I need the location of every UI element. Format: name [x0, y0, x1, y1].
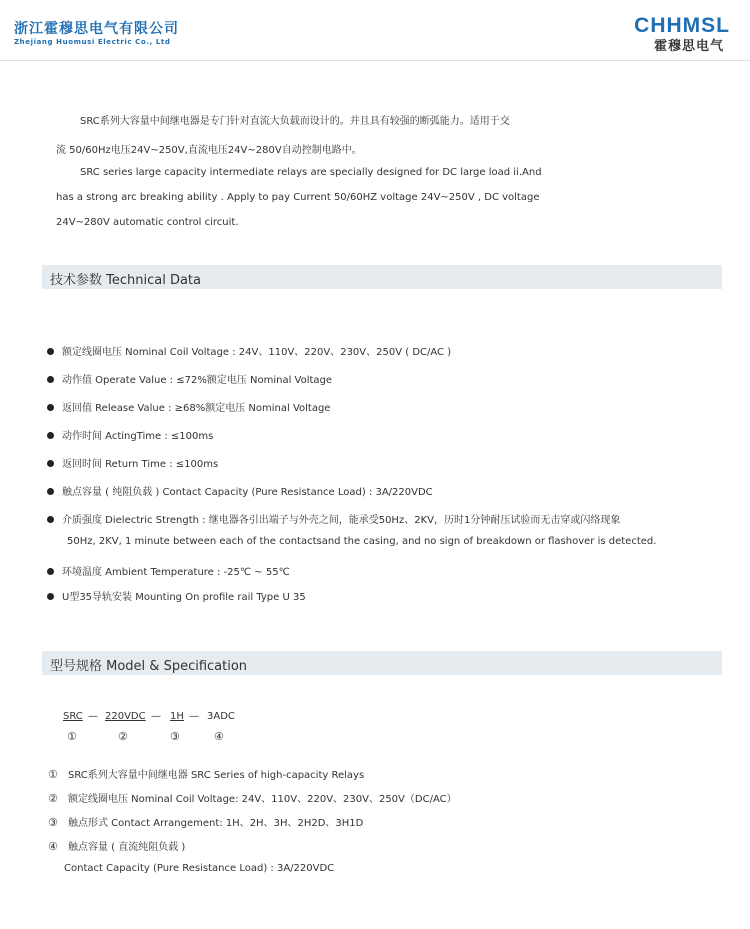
model-section-title: 型号规格 Model & Specification — [50, 659, 248, 674]
bullet-icon — [47, 404, 54, 411]
tech-item-release-value: 返回值 Release Value : ≥68%额定电压 Nominal Voltage — [47, 399, 330, 414]
intro-cn-line-2: 流 50/60Hz电压24V~250V,直流电压24V~280V自动控制电路中。 — [56, 145, 362, 156]
model-dash: — — [189, 711, 199, 722]
model-part-capacity: 3ADC — [207, 711, 235, 722]
bullet-icon — [47, 376, 54, 383]
model-list-item-3: ③ 触点形式 Contact Arrangement: 1H、2H、3H、2H2D、3H1D — [48, 816, 364, 829]
model-list-item-1: ① SRC系列大容量中间继电器 SRC Series of high-capacity Relays — [48, 768, 365, 781]
tech-item-mounting: U型35导轨安装 Mounting On profile rail Type U 35 — [47, 588, 306, 603]
bullet-icon — [47, 348, 54, 355]
tech-item-dielectric-strength: 介质强度 Dielectric Strength : 继电器各引出端子与外壳之间，能承受50Hz、2KV，历时1分钟耐压试验而无击穿或闪络现象 — [47, 511, 620, 526]
model-part-voltage: 220VDC — [105, 711, 146, 722]
logo-subtitle: 霍穆思电气 — [653, 39, 724, 54]
model-part-series: SRC — [63, 711, 83, 722]
bullet-icon — [47, 432, 54, 439]
tech-item-contact-capacity: 触点容量 ( 纯阻负载 ) Contact Capacity (Pure Resistance Load) : 3A/220VDC — [47, 483, 433, 498]
company-name-cn: 浙江霍穆思电气有限公司 — [14, 21, 179, 37]
bullet-icon — [47, 593, 54, 600]
model-marker-3: ③ — [170, 730, 180, 743]
intro-en-line-1: SRC series large capacity intermediate relays are specially designed for DC large load ii.And — [80, 167, 542, 178]
model-list-item-2: ② 额定线圈电压 Nominal Coil Voltage: 24V、110V、220V、230V、250V（DC/AC） — [48, 792, 457, 805]
technical-section-header — [42, 265, 722, 289]
model-section-header — [42, 651, 722, 675]
header-divider — [0, 60, 750, 61]
intro-en-line-2: has a strong arc breaking ability . Apply to pay Current 50/60HZ voltage 24V~250V , DC voltage — [56, 192, 540, 203]
tech-item-operate-value: 动作值 Operate Value : ≤72%额定电压 Nominal Voltage — [47, 371, 332, 386]
model-marker-4: ④ — [214, 730, 224, 743]
model-marker-2: ② — [118, 730, 128, 743]
bullet-icon — [47, 568, 54, 575]
model-dash: — — [151, 711, 161, 722]
tech-item-dielectric-continuation: 50Hz, 2KV, 1 minute between each of the contactsand the casing, and no sign of breakdown or flashover is detected. — [67, 536, 657, 547]
tech-item-ambient-temperature: 环境温度 Ambient Temperature : -25℃ ~ 55℃ — [47, 563, 290, 578]
bullet-icon — [47, 460, 54, 467]
company-name-en: Zhejiang Huomusi Electric Co., Ltd — [14, 38, 171, 46]
model-contact-capacity-line: Contact Capacity (Pure Resistance Load) : 3A/220VDC — [64, 863, 335, 874]
intro-en-line-3: 24V~280V automatic control circuit. — [56, 217, 239, 228]
tech-item-acting-time: 动作时间 ActingTime : ≤100ms — [47, 427, 213, 442]
model-dash: — — [88, 711, 98, 722]
technical-section-title: 技术参数 Technical Data — [50, 273, 201, 288]
model-marker-1: ① — [67, 730, 77, 743]
brand-logo — [620, 14, 730, 54]
bullet-icon — [47, 516, 54, 523]
bullet-icon — [47, 488, 54, 495]
tech-item-coil-voltage: 额定线圈电压 Nominal Coil Voltage : 24V、110V、220V、230V、250V ( DC/AC ) — [47, 343, 451, 358]
model-part-arrangement: 1H — [170, 711, 184, 722]
tech-item-return-time: 返回时间 Return Time : ≤100ms — [47, 455, 218, 470]
intro-cn-line-1: SRC系列大容量中间继电器是专门针对直流大负载而设计的。并且具有较强的断弧能力。适用于交 — [80, 116, 510, 127]
logo-wordmark: CHHMSL — [634, 14, 730, 37]
model-list-item-4: ④ 触点容量 ( 直流纯阻负载 ) — [48, 840, 186, 853]
